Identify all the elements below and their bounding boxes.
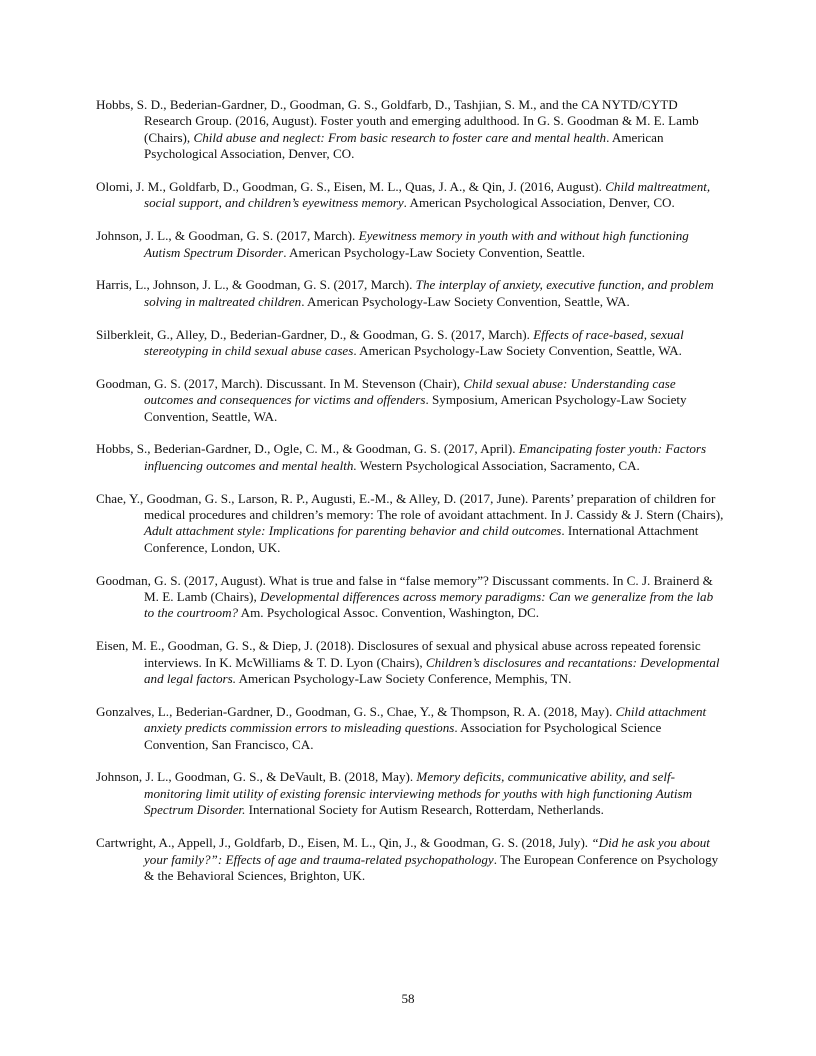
- reference-entry: [96, 327, 724, 360]
- reference-title-italic: Emancipating foster youth: Factors influencing outcomes and mental health.: [144, 441, 707, 473]
- reference-title-italic: Memory deficits, communicative ability, and self-monitoring limit utility of existing forensic interviewing methods for youths with high functioning Autism Spectrum Disorder.: [144, 769, 693, 818]
- reference-text: Western Psychological Association, Sacramento, CA.: [356, 457, 640, 473]
- reference-text: Harris, L., Johnson, J. L., & Goodman, G. S. (2017, March).: [96, 277, 416, 293]
- reference-text: Am. Psychological Assoc. Convention, Washington, DC.: [238, 605, 540, 621]
- reference-text: International Society for Autism Research, Rotterdam, Netherlands.: [245, 802, 604, 818]
- reference-entry: [96, 228, 724, 261]
- reference-entry: [96, 835, 724, 884]
- reference-text: Silberkleit, G., Alley, D., Bederian-Gardner, D., & Goodman, G. S. (2017, March).: [96, 326, 534, 342]
- reference-title-italic: Child abuse and neglect: From basic research to foster care and mental health: [193, 129, 607, 145]
- reference-text: . Association for Psychological Science Convention, San Francisco, CA.: [144, 720, 662, 752]
- reference-title-italic: Child maltreatment, social support, and children’s eyewitness memory: [144, 179, 711, 211]
- reference-text: Olomi, J. M., Goldfarb, D., Goodman, G. S., Eisen, M. L., Quas, J. A., & Qin, J. (2016, August).: [96, 179, 606, 195]
- reference-text: Chae, Y., Goodman, G. S., Larson, R. P., Augusti, E.-M., & Alley, D. (2017, June). Parents’ preparation of children for medical procedures and children’s memory: The role of avoidant attachment. In J. Cassidy & J. Stern (Chairs),: [96, 490, 724, 523]
- reference-text: Cartwright, A., Appell, J., Goldfarb, D., Eisen, M. L., Qin, J., & Goodman, G. S. (2018, July).: [96, 835, 592, 851]
- reference-entry: [96, 769, 724, 818]
- reference-text: Hobbs, S., Bederian-Gardner, D., Ogle, C. M., & Goodman, G. S. (2017, April).: [96, 441, 519, 457]
- reference-entry: [96, 97, 724, 163]
- reference-title-italic: Eyewitness memory in youth with and without high functioning Autism Spectrum Disorder: [144, 228, 689, 260]
- reference-entry: [96, 573, 724, 622]
- reference-text: Hobbs, S. D., Bederian-Gardner, D., Goodman, G. S., Goldfarb, D., Tashjian, S. M., and the CA NYTD/CYTD Research Group. (2016, August). Foster youth and emerging adulthood. In G. S. Goodman & M. E. Lamb (Chairs),: [96, 97, 699, 145]
- reference-entry: [96, 441, 724, 474]
- reference-entry: [96, 638, 724, 687]
- page-number: 58: [401, 991, 415, 1006]
- reference-text: . Symposium, American Psychology-Law Society Convention, Seattle, WA.: [144, 392, 687, 424]
- reference-text: . American Psychological Association, Denver, CO.: [144, 129, 664, 162]
- reference-text: American Psychology-Law Society Conference, Memphis, TN.: [236, 671, 572, 687]
- reference-text: . The European Conference on Psychology & the Behavioral Sciences, Brighton, UK.: [144, 851, 719, 883]
- reference-text: . American Psychology-Law Society Convention, Seattle.: [283, 244, 586, 260]
- reference-title-italic: Child sexual abuse: Understanding case outcomes and consequences for victims and offenders: [144, 375, 676, 408]
- reference-text: Goodman, G. S. (2017, August). What is true and false in “false memory”? Discussant comments. In C. J. Brainerd & M. E. Lamb (Chairs),: [96, 572, 713, 605]
- reference-text: . International Attachment Conference, London, UK.: [144, 523, 699, 555]
- reference-entry: [96, 277, 724, 310]
- reference-title-italic: Adult attachment style: Implications for parenting behavior and child outcomes: [144, 523, 562, 539]
- reference-title-italic: Child attachment anxiety predicts commission errors to misleading questions: [144, 703, 707, 736]
- reference-text: Gonzalves, L., Bederian-Gardner, D., Goodman, G. S., Chae, Y., & Thompson, R. A. (2018, May).: [96, 703, 616, 719]
- reference-entry: [96, 179, 724, 212]
- reference-title-italic: Effects of race-based, sexual stereotyping in child sexual abuse cases: [144, 326, 684, 359]
- reference-text: . American Psychological Association, Denver, CO.: [403, 195, 675, 211]
- reference-title-italic: Children’s disclosures and recantations: Developmental and legal factors.: [144, 654, 720, 687]
- reference-entry: [96, 491, 724, 557]
- reference-title-italic: “Did he ask you about your family?”: Effects of age and trauma-related psychopathology: [144, 835, 710, 867]
- reference-text: Johnson, J. L., Goodman, G. S., & DeVault, B. (2018, May).: [96, 769, 417, 785]
- reference-entry: [96, 704, 724, 753]
- reference-list: [96, 97, 724, 901]
- reference-title-italic: Developmental differences across memory paradigms: Can we generalize from the lab to the courtroom?: [144, 589, 714, 621]
- reference-title-italic: The interplay of anxiety, executive function, and problem solving in maltreated children: [144, 277, 714, 309]
- reference-text: Eisen, M. E., Goodman, G. S., & Diep, J. (2018). Disclosures of sexual and physical abuse across repeated forensic interviews. In K. McWilliams & T. D. Lyon (Chairs),: [96, 638, 701, 670]
- reference-text: . American Psychology-Law Society Convention, Seattle, WA.: [353, 343, 682, 359]
- reference-entry: [96, 376, 724, 425]
- reference-text: Johnson, J. L., & Goodman, G. S. (2017, March).: [96, 228, 359, 244]
- reference-text: Goodman, G. S. (2017, March). Discussant. In M. Stevenson (Chair),: [96, 375, 464, 391]
- reference-text: . American Psychology-Law Society Convention, Seattle, WA.: [301, 293, 630, 309]
